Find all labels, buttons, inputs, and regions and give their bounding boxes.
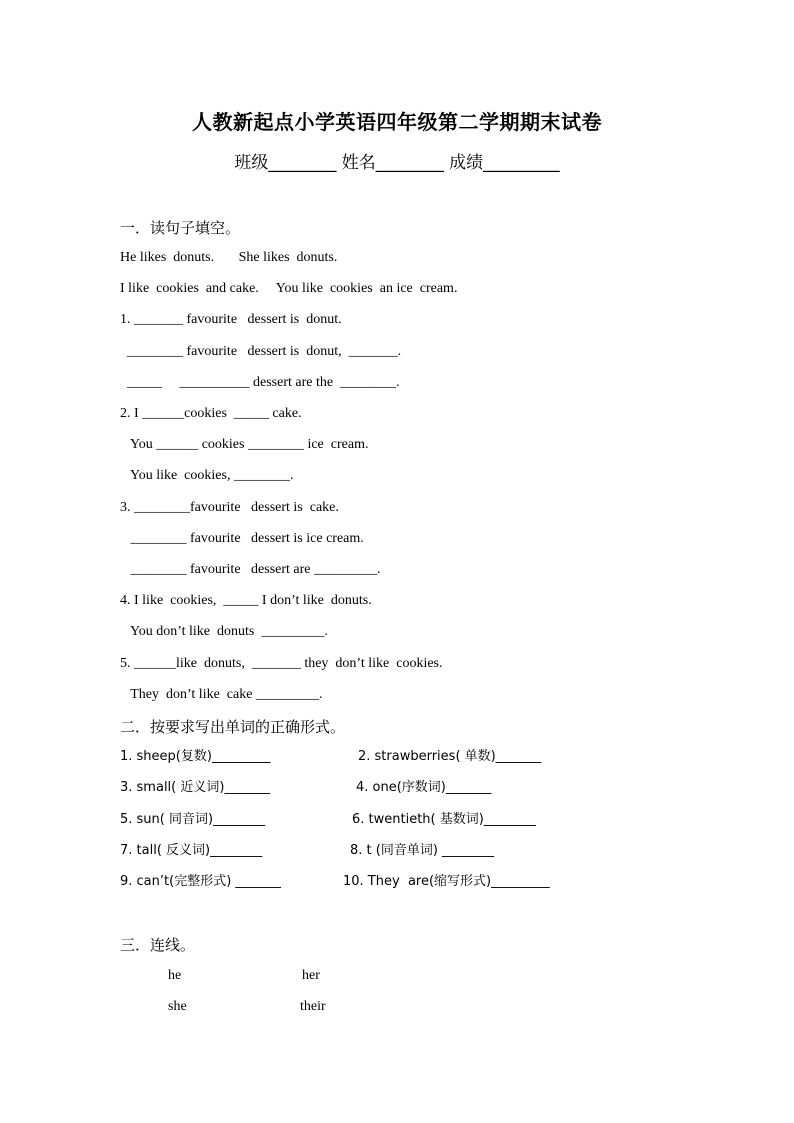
- student-info-line: 班级________ 姓名________ 成绩_________: [234, 153, 560, 173]
- exam-title: 人教新起点小学英语四年级第二学期期末试卷: [192, 110, 602, 134]
- section2-heading: 二．按要求写出单词的正确形式。: [120, 718, 346, 736]
- word-form-item: 4. one(序数词)_______: [356, 780, 492, 795]
- word-form-item: 2. strawberries( 单数)_______: [358, 749, 542, 764]
- section1-line: You don’t like donuts _________.: [120, 624, 328, 639]
- word-form-item: 3. small( 近义词)_______: [120, 780, 270, 795]
- section1-line: 1. _______ favourite dessert is donut.: [120, 312, 342, 327]
- section1-line: _____ __________ dessert are the ________.: [120, 375, 400, 390]
- section1-line: I like cookies and cake. You like cookies an ice cream.: [120, 281, 458, 296]
- section1-line: 2. I ______cookies _____ cake.: [120, 406, 302, 421]
- match-right-word: her: [302, 968, 320, 983]
- word-form-item: 1. sheep(复数)_________: [120, 749, 271, 764]
- match-right-word: their: [300, 999, 326, 1014]
- word-form-item: 6. twentieth( 基数词)________: [352, 812, 536, 827]
- word-form-item: 10. They are(缩写形式)_________: [343, 874, 550, 889]
- section1-heading: 一．读句子填空。: [120, 219, 241, 237]
- section1-line: He likes donuts. She likes donuts.: [120, 250, 338, 265]
- section1-line: ________ favourite dessert are _________.: [120, 562, 381, 577]
- section1-line: You like cookies, ________.: [120, 468, 294, 483]
- section3-heading: 三．连线。: [120, 936, 196, 954]
- section1-line: 4. I like cookies, _____ I don’t like donuts.: [120, 593, 372, 608]
- section1-line: They don’t like cake _________.: [120, 687, 323, 702]
- word-form-item: 9. can’t(完整形式) _______: [120, 874, 281, 889]
- match-left-word: she: [168, 999, 187, 1014]
- section1-line: 5. ______like donuts, _______ they don’t like cookies.: [120, 656, 443, 671]
- section1-line: 3. ________favourite dessert is cake.: [120, 500, 339, 515]
- section1-line: You ______ cookies ________ ice cream.: [120, 437, 369, 452]
- word-form-item: 5. sun( 同音词)________: [120, 812, 266, 827]
- section1-line: ________ favourite dessert is ice cream.: [120, 531, 364, 546]
- match-left-word: he: [168, 968, 182, 983]
- word-form-item: 7. tall( 反义词)________: [120, 843, 263, 858]
- word-form-item: 8. t (同音单词) ________: [350, 843, 495, 858]
- section1-line: ________ favourite dessert is donut, _______.: [120, 344, 402, 359]
